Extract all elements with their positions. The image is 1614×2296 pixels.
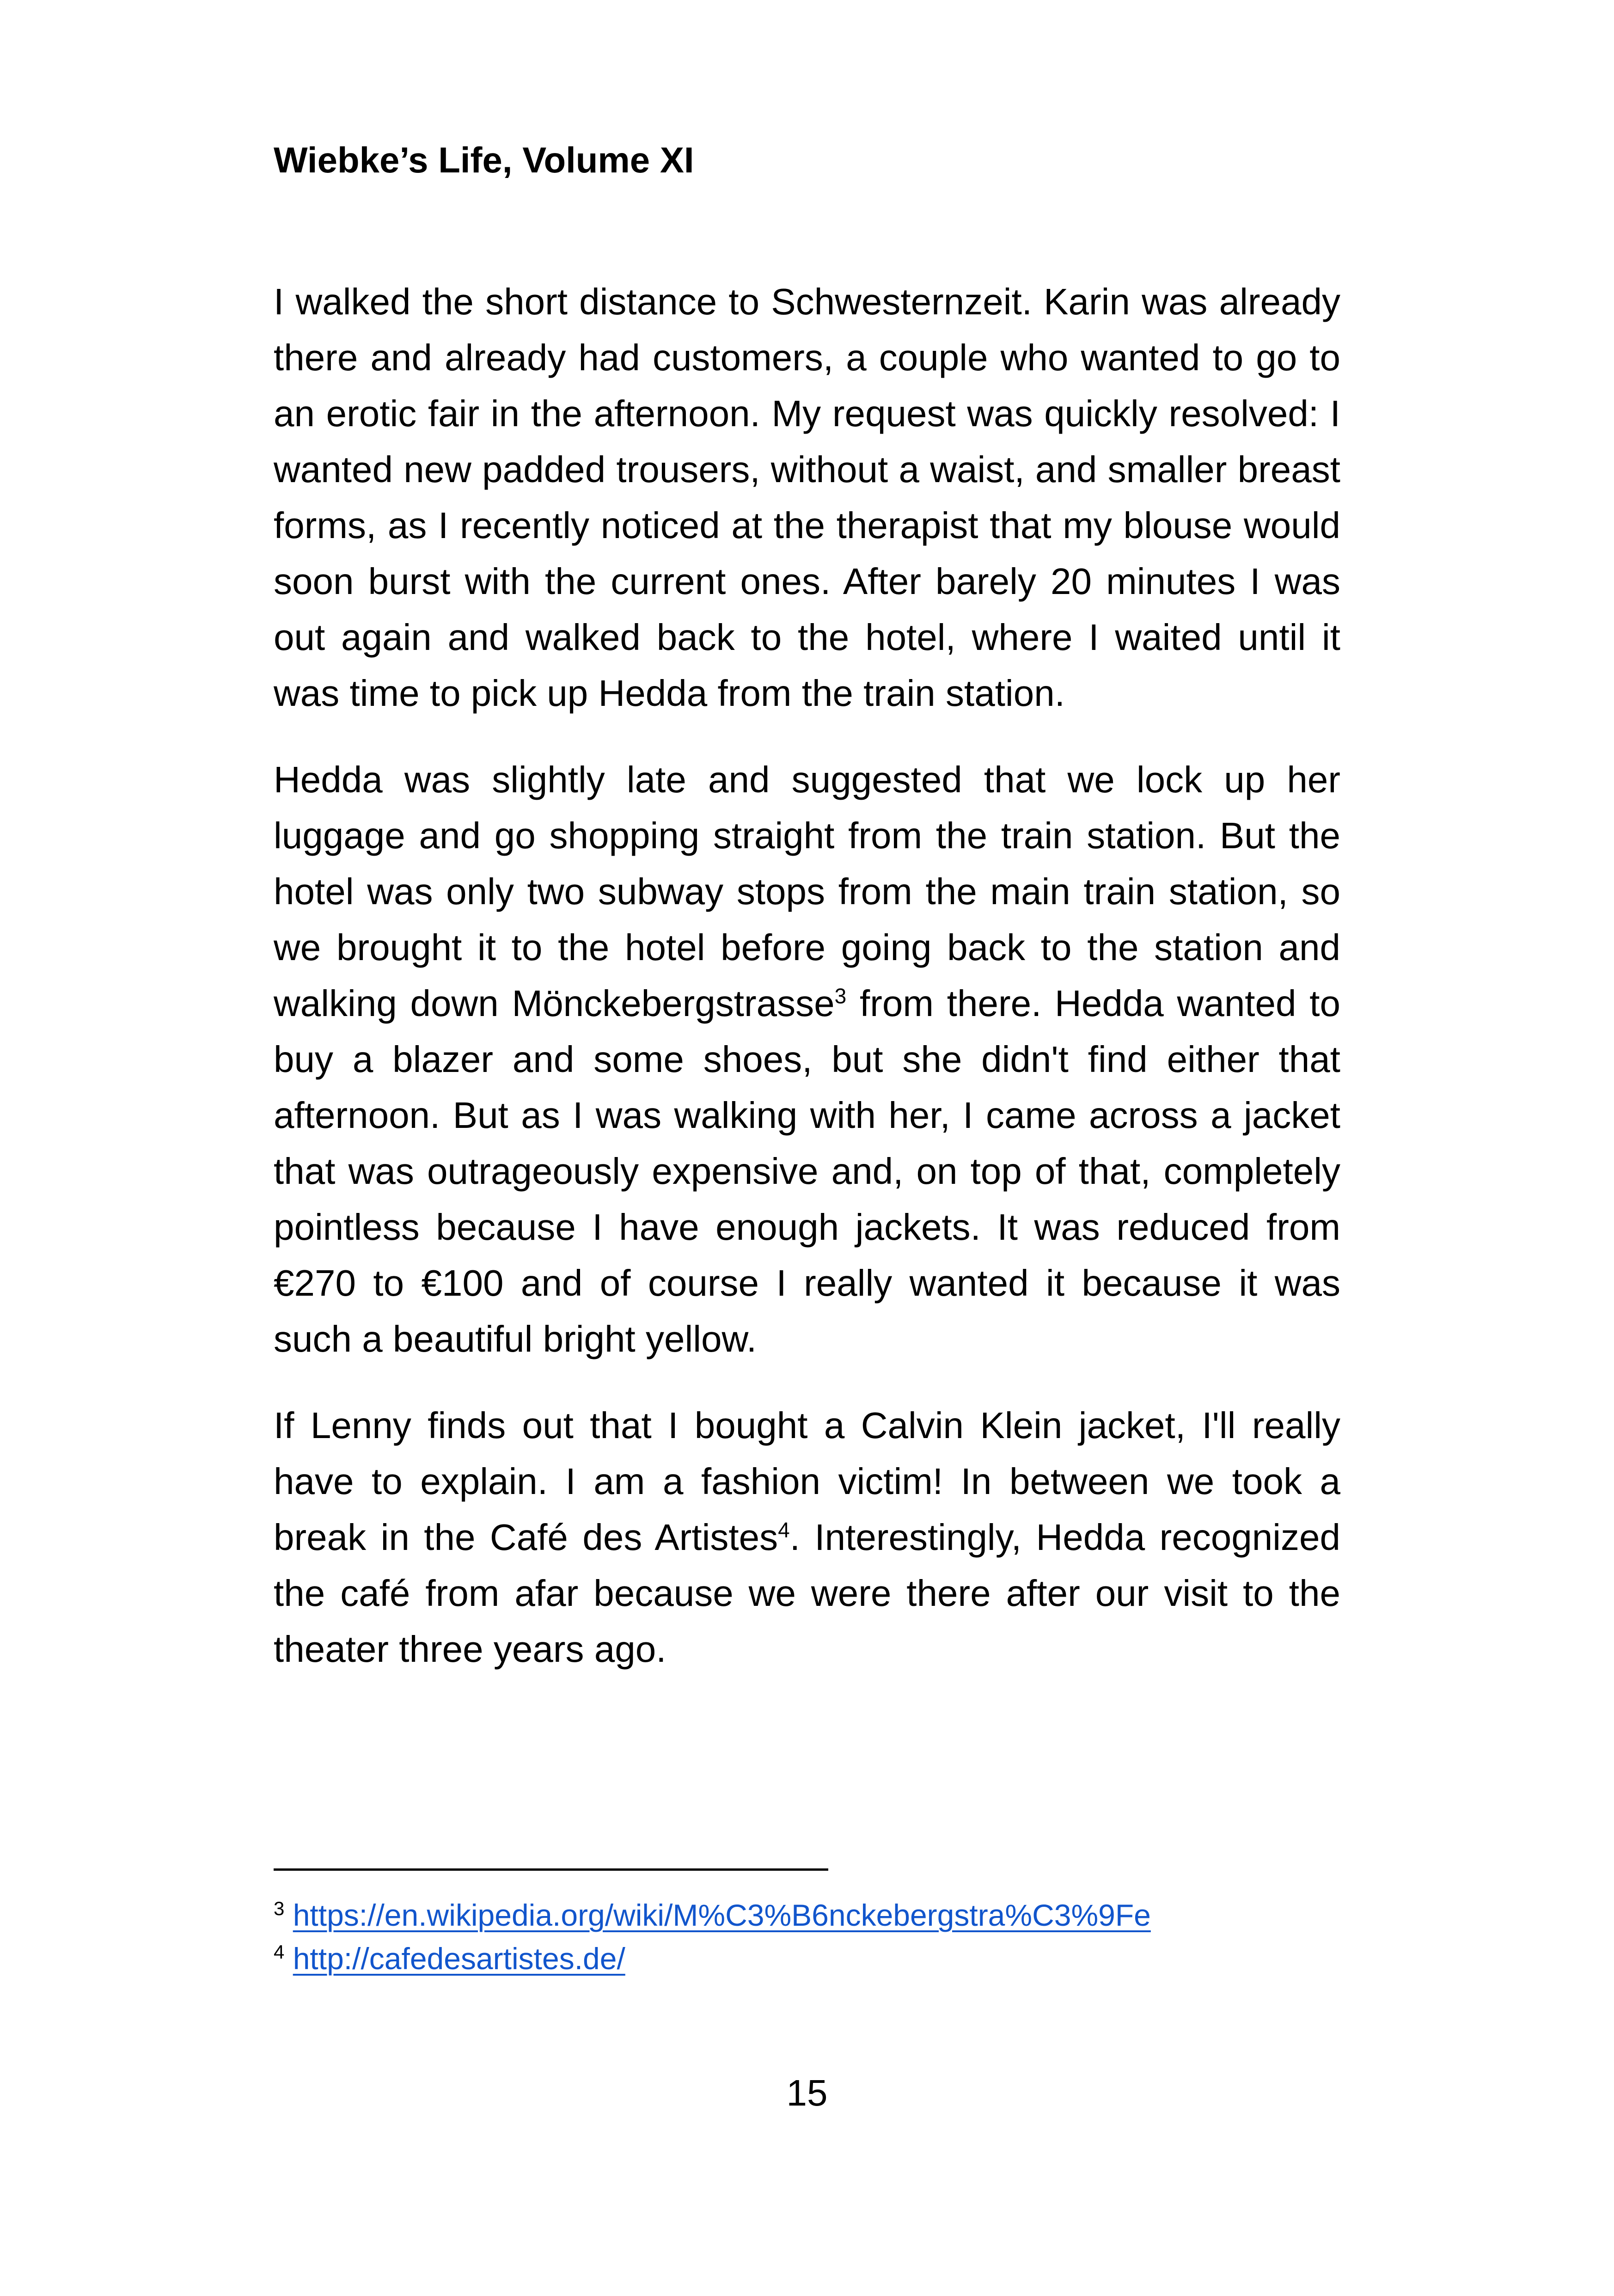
page-header-title: Wiebke’s Life, Volume XI: [274, 140, 694, 180]
body-text: [274, 274, 1340, 1708]
paragraph-3-text-after: . Interestingly, Hedda recognized the café from afar because we were there after our visit to the theater three years ago.: [274, 1517, 1340, 1670]
footnote-3-link[interactable]: https://en.wikipedia.org/wiki/M%C3%B6nckebergstra%C3%9Fe: [293, 1898, 1151, 1932]
paragraph-3-text-before: If Lenny finds out that I bought a Calvin Klein jacket, I'll really have to explain. I am a fashion victim! In between we took a break in the Café des Artistes: [274, 1405, 1340, 1558]
footnote-4-link[interactable]: http://cafedesartistes.de/: [293, 1941, 625, 1976]
footnote-4: [274, 1937, 1340, 1980]
paragraph-3: [274, 1397, 1340, 1677]
footnote-3: [274, 1893, 1340, 1937]
paragraph-2-text-before: Hedda was slightly late and suggested that we lock up her luggage and go shopping straight from the train station. But the hotel was only two subway stops from the main train station, so we brought it to the hotel before going back to the station and walking down Mönckebergstrasse: [274, 759, 1340, 1024]
footnote-separator: [274, 1868, 828, 1871]
page-number: 15: [786, 2072, 828, 2113]
footnote-ref-3[interactable]: 3: [834, 984, 847, 1008]
paragraph-2-text-after: from there. Hedda wanted to buy a blazer and some shoes, but she didn't find either that afternoon. But as I was walking with her, I came across a jacket that was outrageously expensive and, on top of that, completely pointless because I have enough jackets. It was reduced from €270 to €100 and of course I really wanted it because it was such a beautiful bright yellow.: [274, 983, 1340, 1359]
footnotes: [274, 1893, 1340, 1980]
paragraph-1-text: I walked the short distance to Schwesternzeit. Karin was already there and already had customers, a couple who wanted to go to an erotic fair in the afternoon. My request was quickly resolved: I wanted new padded trousers, without a waist, and smaller breast forms, as I recently noticed at the therapist that my blouse would soon burst with the current ones. After barely 20 minutes I was out again and walked back to the hotel, where I waited until it was time to pick up Hedda from the train station.: [274, 281, 1340, 714]
footnote-4-number: 4: [274, 1941, 285, 1963]
paragraph-1: [274, 274, 1340, 721]
paragraph-2: [274, 752, 1340, 1367]
footnote-3-number: 3: [274, 1898, 285, 1919]
footnote-ref-4[interactable]: 4: [778, 1518, 790, 1542]
